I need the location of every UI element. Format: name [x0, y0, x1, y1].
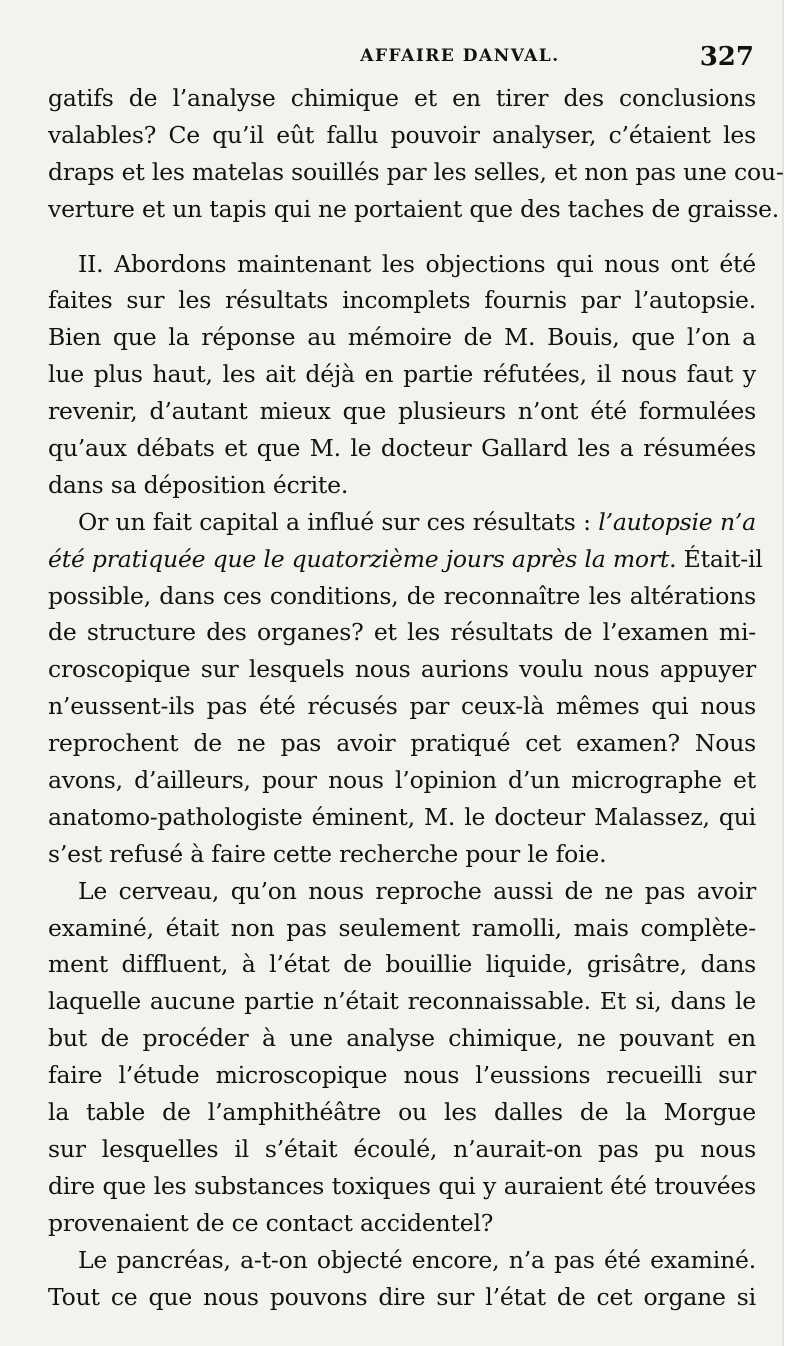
text-line: n’eussent-ils pas été récusés par ceux-là mêmes qui nous [48, 692, 756, 721]
text-line: qu’aux débats et que M. le docteur Gallard les a résumées [48, 434, 756, 463]
text-line: draps et les matelas souillés par les selles, et non pas une cou- [48, 157, 784, 186]
text-line [48, 541, 763, 578]
text-run: Or un fait capital a influé sur ces résultats : [78, 507, 599, 536]
text-line: de structure des organes? et les résultats de l’examen mi- [48, 618, 756, 647]
text-line: Le cerveau, qu’on nous reproche aussi de ne pas avoir [78, 876, 756, 905]
text-line: but de procéder à une analyse chimique, ne pouvant en [48, 1024, 756, 1053]
text-run: . Était-il [669, 544, 763, 573]
text-line: Tout ce que nous pouvons dire sur l’état de cet organe si [48, 1282, 756, 1311]
text-line: verture et un tapis qui ne portaient que des taches de graisse. [48, 194, 780, 223]
text-line: possible, dans ces conditions, de reconnaître les altérations [48, 581, 756, 610]
italic-text-run: été pratiquée que le quatorzième jours après la mort [48, 544, 670, 573]
text-line: avons, d’ailleurs, pour nous l’opinion d’un micrographe et [48, 766, 756, 795]
text-line: sur lesquelles il s’était écoulé, n’aurait-on pas pu nous [48, 1134, 756, 1163]
text-line: laquelle aucune partie n’était reconnaissable. Et si, dans le [48, 987, 756, 1016]
running-title: AFFAIRE DANVAL. [360, 46, 560, 66]
paragraph [48, 873, 756, 1242]
text-line: valables? Ce qu’il eût fallu pouvoir analyser, c’étaient les [48, 120, 756, 149]
text-line: Le pancréas, a-t-on objecté encore, n’a pas été examiné. [78, 1245, 756, 1274]
text-line: gatifs de l’analyse chimique et en tirer des conclusions [48, 84, 756, 112]
italic-text-run: l’autopsie n’a [598, 507, 756, 536]
text-line: reprochent de ne pas avoir pratiqué cet examen? Nous [48, 729, 756, 758]
paragraph [48, 80, 784, 228]
text-line: anatomo-pathologiste éminent, M. le docteur Malassez, qui [48, 802, 756, 831]
text-line: dans sa déposition écrite. [48, 470, 349, 499]
text-line: dire que les substances toxiques qui y auraient été trouvées [48, 1171, 756, 1200]
text-line [48, 504, 756, 541]
paragraph [48, 1242, 756, 1316]
page-body [48, 80, 784, 1315]
text-line: revenir, d’autant mieux que plusieurs n’ont été formulées [48, 397, 756, 426]
text-line: II. Abordons maintenant les objections qui nous ont été [78, 249, 756, 278]
text-line: croscopique sur lesquels nous aurions voulu nous appuyer [48, 655, 756, 684]
running-header [46, 40, 754, 80]
text-line: la table de l’amphithéâtre ou les dalles de la Morgue [48, 1098, 756, 1127]
text-line: faites sur les résultats incomplets fournis par l’autopsie. [48, 286, 756, 315]
text-line: ment diffluent, à l’état de bouillie liquide, grisâtre, dans [48, 950, 756, 979]
text-line: examiné, était non pas seulement ramolli, mais complète- [48, 913, 756, 942]
paragraph [48, 504, 763, 873]
paragraph [48, 246, 756, 504]
text-line: Bien que la réponse au mémoire de M. Bouis, que l’on a [48, 323, 756, 352]
text-line: faire l’étude microscopique nous l’eussions recueilli sur [48, 1061, 756, 1090]
page-number: 327 [699, 42, 754, 72]
text-line: s’est refusé à faire cette recherche pour le foie. [48, 839, 607, 868]
text-line: provenaient de ce contact accidentel? [48, 1208, 494, 1237]
text-line: lue plus haut, les ait déjà en partie réfutées, il nous faut y [48, 360, 756, 389]
